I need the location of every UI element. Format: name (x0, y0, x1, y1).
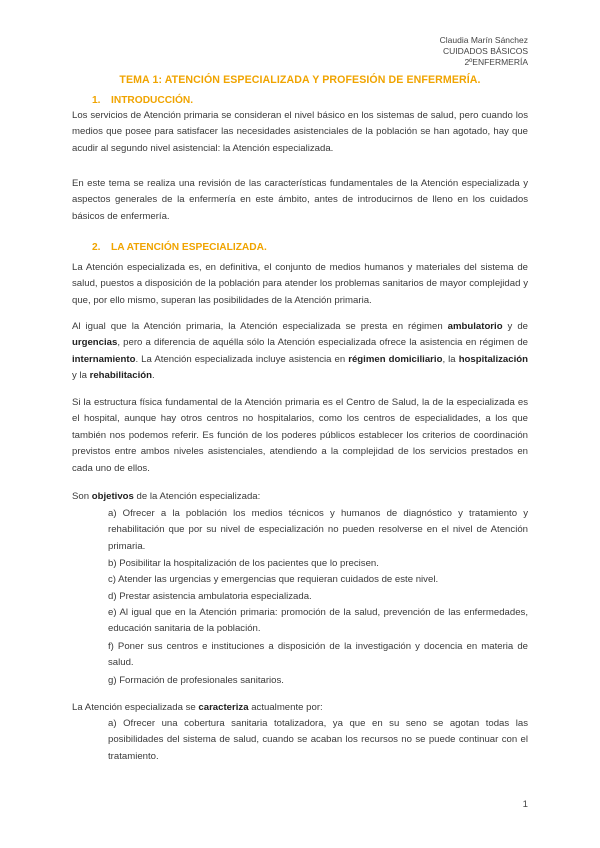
characteristic-item-a: a) Ofrecer una cobertura sanitaria totalizadora, ya que en su seno se agotan todas las posibilidades del sistema de salud, cuando se acaban los recursos no se puede continuar con el tratamiento. (108, 718, 528, 762)
section-2-paragraph-1: La Atención especializada es, en definitiva, el conjunto de medios humanos y materiales del sistema de salud, puestos a disposición de la población para atender los problemas sanitarios de mayor complejidad y que, por ello mismo, superan las posibilidades de la Atención primaria. (72, 262, 528, 306)
bold-term-rehabilitacion: rehabilitación (89, 370, 152, 382)
bold-term-caracteriza: caracteriza (198, 702, 249, 713)
text-run: actualmente por: (248, 702, 323, 713)
text-run: , la (442, 353, 459, 365)
characteristics-intro (72, 700, 528, 716)
text-run: . La Atención especializada incluye asistencia en (135, 353, 349, 365)
text-run: , pero a diferencia de aquélla sólo la Atención especializada ofrece la asistencia en régimen de (117, 337, 528, 349)
text-run: y la (72, 370, 90, 382)
bold-term-ambulatorio: ambulatorio (447, 321, 503, 332)
section-1-paragraph-2: En este tema se realiza una revisión de las características fundamentales de la Atención especializada y aspectos generales de la enfermería en este ámbito, antes de introducirnos de lleno en los cuidados básicos de enfermería. (72, 178, 528, 222)
objective-item-f: f) Poner sus centros e instituciones a disposición de la investigación y docencia en materia de salud. (108, 641, 528, 669)
section-2-paragraph-2 (72, 319, 528, 385)
bold-term-regimen-domiciliario: régimen domiciliario (348, 353, 443, 365)
section-1-title: INTRODUCCIÓN. (111, 95, 194, 106)
objective-item-g: g) Formación de profesionales sanitarios. (108, 675, 284, 686)
text-run: y de (502, 321, 528, 332)
text-run: Son (72, 491, 92, 502)
text-run: Al igual que la Atención primaria, la Atención especializada se presta en régimen (72, 321, 448, 332)
section-1-number: 1. (92, 95, 101, 106)
bold-term-internamiento: internamiento (72, 353, 136, 365)
bold-term-hospitalizacion: hospitalización (458, 353, 528, 365)
bold-term-urgencias: urgencias (72, 337, 118, 349)
section-2-paragraph-3: Si la estructura física fundamental de la Atención primaria es el Centro de Salud, la de la especializada es el hospital, aunque hay otros centros no hospitalarios, como los centros de especialidades, a los que también nos podemos referir. Es función de los poderes públicos establecer los criterios de coordinación previstos entre ambos niveles asistenciales, atendiendo a la complejidad de los servicios prestados en cada uno de ellos. (72, 397, 528, 474)
objective-item-d: d) Prestar asistencia ambulatoria especializada. (108, 591, 312, 602)
header-author: Claudia Marín Sánchez (439, 35, 528, 45)
text-run: . (151, 370, 155, 382)
text-run: de la Atención especializada: (133, 491, 261, 502)
bold-term-objetivos: objetivos (91, 491, 134, 502)
section-2-title: LA ATENCIÓN ESPECIALIZADA. (111, 242, 267, 253)
objective-item-e: e) Al igual que en la Atención primaria: promoción de la salud, prevención de las enfermedades, educación sanitaria de la población. (108, 607, 528, 635)
page-number: 1 (522, 799, 528, 810)
header-subject: CUIDADOS BÁSICOS (442, 46, 528, 56)
section-1-paragraph-1: Los servicios de Atención primaria se consideran el nivel básico en los sistemas de salud, pero cuando los medios que posee para satisfacer las necesidades asistenciales de la población se han agotado, hay que acudir al segundo nivel asistencial: la Atención especializada. (72, 110, 528, 154)
text-run: La Atención especializada se (72, 702, 199, 713)
objective-item-c: c) Atender las urgencias y emergencias que requieran cuidados de este nivel. (108, 574, 439, 585)
objective-item-a: a) Ofrecer a la población los medios técnicos y humanos de diagnóstico y tratamiento y rehabilitación que por su nivel de especialización no pueden resolverse en el nivel de Atención primaria. (108, 508, 528, 552)
page-header (440, 35, 528, 68)
header-course: 2ºENFERMERÍA (464, 57, 528, 67)
section-1-heading (92, 95, 193, 106)
objective-item-b: b) Posibilitar la hospitalización de los pacientes que lo precisen. (108, 558, 379, 569)
objectives-intro (72, 489, 528, 505)
document-title: TEMA 1: ATENCIÓN ESPECIALIZADA Y PROFESIÓN DE ENFERMERÍA. (119, 74, 481, 86)
section-2-heading (92, 242, 267, 253)
section-2-number: 2. (92, 242, 101, 253)
